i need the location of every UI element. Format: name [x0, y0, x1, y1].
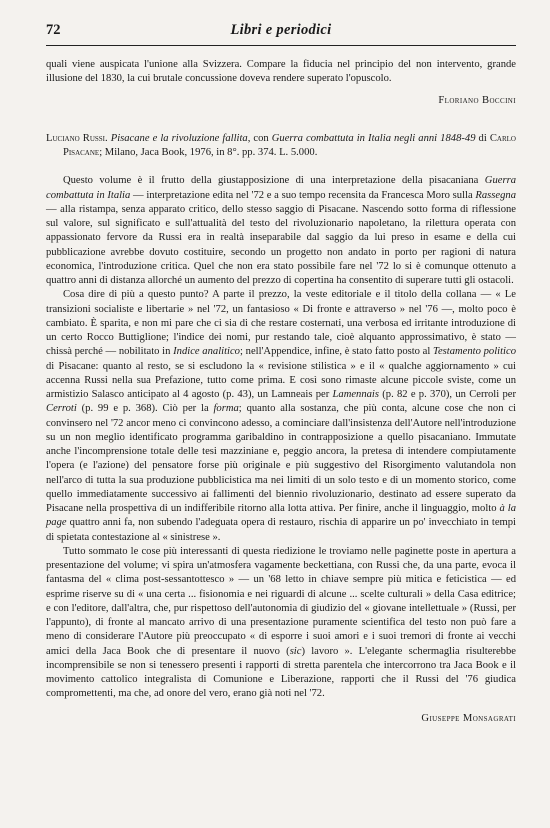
italic-run: Lamennais	[332, 389, 379, 400]
text-run: — interpretazione edita nel '72 e a suo tempo recensita da Francesca Moro sulla	[130, 189, 476, 201]
text-run: di Pisacane: quanto al resto, se si escludono la « revisione stilistica » e il « qualche aggiornamento » cui accenna Russi nella sua Prefazione, tutto come prima. E così sono rimaste alcune piccole sviste, come un armistizio Salasco anticipato al 4 agosto (p. 43), un Lamneais per	[46, 360, 516, 400]
review-paragraphs	[46, 174, 516, 701]
italic-run: forma	[213, 403, 239, 415]
entry-spacer	[46, 160, 516, 174]
italic-run: Cerroti	[46, 403, 77, 415]
text-run: (p. 82 e p. 370), un Cerroli per	[379, 389, 516, 400]
review-author: Luciano Russi	[46, 132, 105, 144]
publication-details: ; Milano, Jaca Book, 1976, in 8°. pp. 374. L. 5.000.	[99, 147, 318, 158]
italic-run: Testamento politico	[433, 346, 516, 358]
text-run: — alla ristampa, senza apparato critico, dello stesso saggio di Pisacane. Nascendo sotto forma di riflessione sul valore, sul significato e sull'attualità del testo del rivoluzionario napoletano, la rilettura operata con appassionato fervore da Russi era in realtà inseparabile dal saggio da lui preso in esame e della cui pubblicazione avrebbe dovuto costituire, secondo un progetto non andato in porto per ragioni di natura economica, l'introduzione critica. Quel che non era stato possibile fare nel '72 lo si è comunque ottenuto a quattro anni di distanza allorché un aumento del prezzo di copertina ha consentito di superare tutti gli ostacoli.	[46, 203, 516, 286]
review-paragraph	[46, 288, 516, 545]
running-title: Libri e periodici	[230, 22, 332, 38]
article-body	[46, 58, 516, 726]
text-run: Questo volume è il frutto della giustapposizione di una interpretazione della pisacaniana	[62, 175, 485, 187]
previous-review-closing: quali viene auspicata l'unione alla Svizzera. Compare la fiducia nel principio del non intervento, grande illusione del 1830, la cui brutale concussione doveva rendere superato l'opuscolo.	[46, 59, 516, 85]
text-run: ; nell'Appendice, infine, è stato fatto posto al	[239, 346, 434, 358]
text-run: Tutto sommato le cose più interessanti di questa riedizione le troviamo nelle paginette poste in apertura a presentazione del volume; vi spira un'atmosfera vagamente beckettiana, con Russi che, da una parte, evoca il fantasma del « clima post-sessantottesco » — un '68 letto in chiave sempre più mitica e feticistica — ed esprime riserve su di « una certa ... fisionomia e nei riguardi di alcune ... scelte culturali » della Casa editrice; e con l'editore, dall'altra, che, pur rispettoso dell'autonomia di giudizio del « giovane intellettuale » (Russi, per l'appunto), di fronte al mancato arrivo di una presentazione puramente scientifica del testo non può fare a meno di considerare l'Autore più preoccupato « di esporre i suoi amori e i suoi tremori di fronte ai vecchi amici della Jaca Book che di presentare il nuovo (	[46, 545, 516, 657]
entry-joiner-1: , con	[247, 132, 272, 144]
review-paragraph	[46, 545, 516, 702]
italic-run: à la page	[46, 503, 517, 529]
italic-run: Guerra combattuta in Italia	[46, 175, 516, 201]
entry-joiner-2: di	[475, 132, 490, 144]
italic-run: Indice analitico	[173, 346, 240, 358]
text-run: quattro anni fa, non subendo l'adeguata opera di restauro, rischia di apparire un po' invecchiato in tempi di spietata contestazione al « sinistrese ».	[46, 517, 516, 543]
review-paragraph	[46, 174, 516, 288]
review-title: Pisacane e la rivoluzione fallita	[110, 132, 248, 144]
page-number: 72	[46, 22, 61, 38]
companion-title: Guerra combattuta in Italia negli anni 1848-49	[271, 132, 476, 144]
section-spacer	[46, 108, 516, 132]
italic-run: Rassegna	[475, 189, 516, 201]
bibliographic-entry: Luciano Russi. Pisacane e la rivoluzione fallita, con Guerra combattuta in Italia negli anni 1848-49 di Carlo Pisacane; Milano, Jaca Book, 1976, in 8°. pp. 374. L. 5.000.	[46, 132, 516, 158]
text-run: ) lavoro ». L'elegante schermaglia risulterebbe incomprensibile se non si tenessero presenti i rapporti di stretta parentela che intercorrono tra Jaca Book e il movimento cattolico integralista di Comunione e Liberazione, rapporti che il Russi del '76 giudica compromettenti, ma che, ad onore del vero, erano già noti nel '72.	[46, 645, 516, 700]
header-rule	[46, 45, 516, 46]
italic-run: sic	[289, 645, 302, 657]
text-run: ; quanto alla sostanza, che più conta, alcune cose che non ci convinsero nel '72 ancor meno ci convincono adesso, a cominciare dall'insistenza dell'Autore nell'introduzione su un non meglio identificato programma garibaldino in contrapposizione a quello pisacaniano. Immutate anche l'incomprensione totale delle tesi mazziniane e, peggio ancora, la pretesa di intendere compiutamente l'opera (e l'azione) del pensatore forse più originale e più suggestivo del Risorgimento valutandola non nell'arco di tutta la sua produzione pubblicistica ma nei limiti di un solo testo e di un momento storico, come quello immediatamente successivo ai fallimenti del biennio rivoluzionario, destinato ad essere superato da Pisacane nella prospettiva di un indifferibile ritorno alla lotta attiva. Per finire, anche il linguaggio, molto	[46, 403, 516, 514]
text-run: (p. 99 e p. 368). Ciò per la	[76, 403, 214, 415]
review-signature: Giuseppe Monsagrati	[421, 712, 516, 724]
previous-review-signature: Floriano Boccini	[438, 94, 516, 106]
running-head	[46, 22, 516, 40]
text-run: Cosa dire di più a questo punto? A parte il prezzo, la veste editoriale e il titolo della collana — « Le transizioni socialiste e libertarie » nel '72, un fantasioso « Di fronte e attraverso » nel '76 —, molto poco è cambiato. È sparita, e non mi pare che ci sia di che restare costernati, una verbosa ed irritante introduzione di un certo Rocco Buttiglione; l'indice dei nomi, pur restando tale, cioè alquanto approssimativo, è stato — chissà perché — nobilitato in	[46, 289, 516, 358]
companion-author: Carlo Pisacane	[62, 132, 516, 158]
